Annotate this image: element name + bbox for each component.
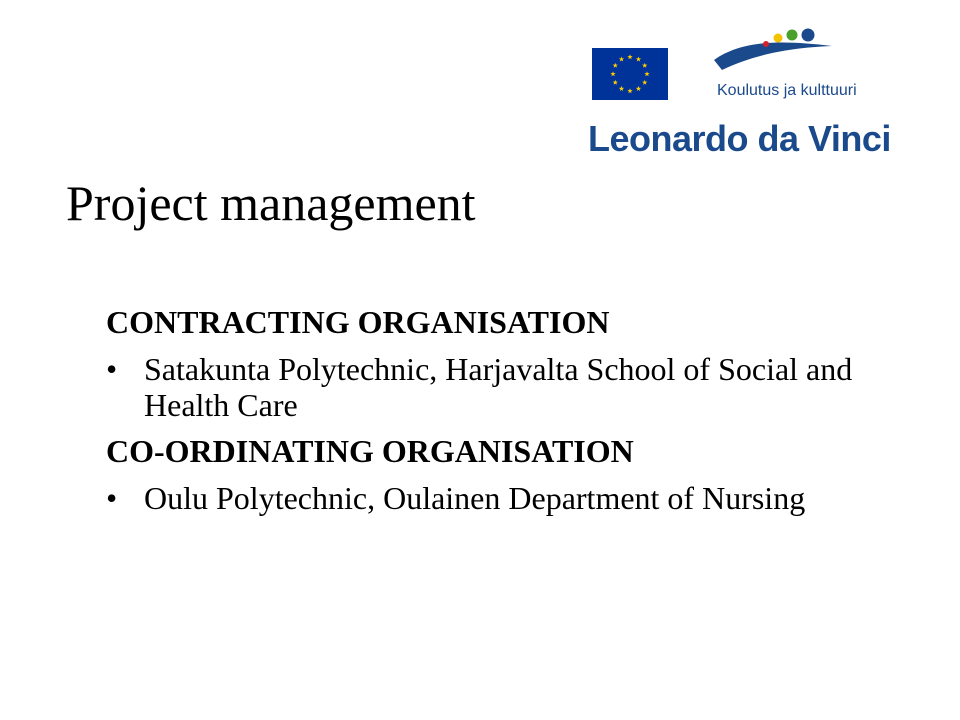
eu-flag-icon bbox=[592, 48, 668, 100]
coordinating-list bbox=[106, 480, 906, 516]
bullet-icon: • bbox=[106, 480, 118, 516]
program-tagline: Koulutus ja kulttuuri bbox=[717, 82, 857, 99]
leonardo-swoosh bbox=[714, 43, 832, 70]
list-item-text: Oulu Polytechnic, Oulainen Department of Nursing bbox=[144, 480, 806, 516]
list-item bbox=[106, 351, 906, 423]
leonardo-dot-red bbox=[763, 41, 769, 47]
list-item bbox=[106, 480, 906, 516]
slide-title: Project management bbox=[66, 175, 476, 231]
leonardo-symbol-icon bbox=[712, 26, 836, 74]
program-name: Leonardo da Vinci bbox=[588, 118, 891, 159]
list-item-text: Satakunta Polytechnic, Harjavalta School of Social and Health Care bbox=[144, 351, 853, 423]
slide-content bbox=[106, 300, 906, 516]
contracting-list bbox=[106, 351, 906, 423]
leonardo-dot-blue bbox=[802, 29, 815, 42]
section-heading-coordinating: CO-ORDINATING ORGANISATION bbox=[106, 433, 634, 469]
bullet-icon: • bbox=[106, 351, 118, 387]
leonardo-dot-green bbox=[787, 30, 798, 41]
section-heading-contracting: CONTRACTING ORGANISATION bbox=[106, 304, 610, 340]
leonardo-dot-yellow bbox=[774, 34, 783, 43]
